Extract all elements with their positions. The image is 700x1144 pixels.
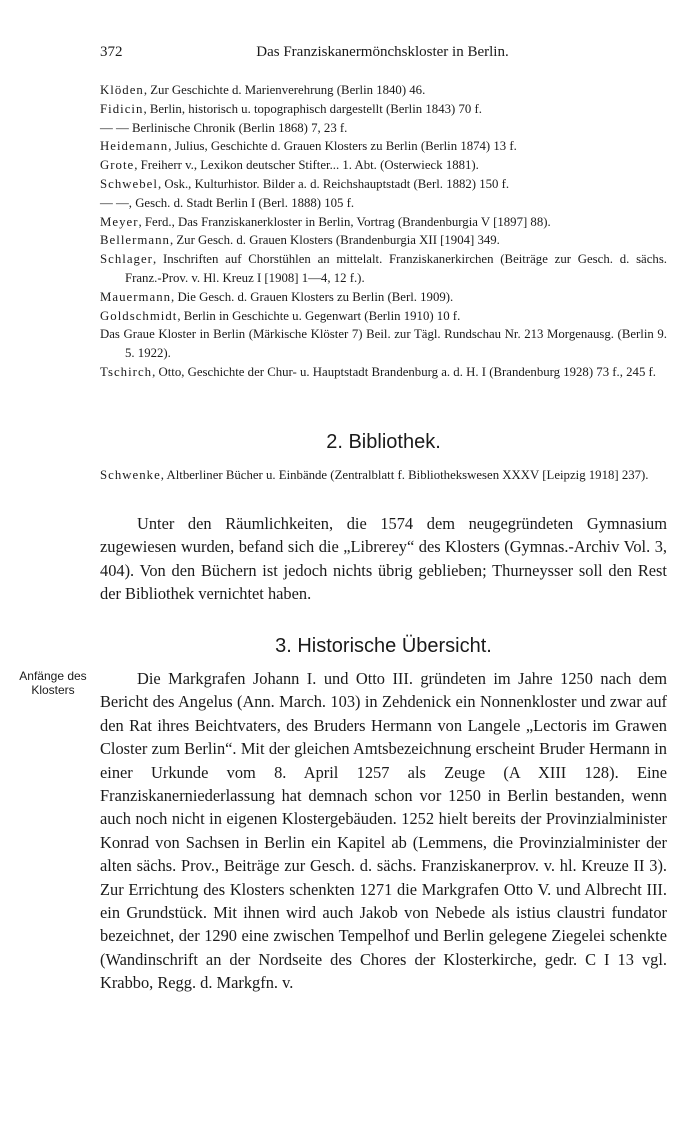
bibliography-entry: [100, 250, 667, 288]
bibliography-entry: [100, 100, 667, 119]
entry-text: — —, Gesch. d. Stadt Berlin I (Berl. 1888) 105 f.: [100, 195, 355, 210]
entry-text: , Otto, Geschichte der Chur- u. Hauptstadt Brandenburg a. d. H. I (Brandenburg 1928) 73 f., 245 f.: [152, 364, 657, 379]
section-heading-historische-uebersicht: 3. Historische Übersicht.: [275, 635, 492, 657]
body-paragraph: Die Markgrafen Johann I. und Otto III. gründeten im Jahre 1250 nach dem Bericht des Angelus (Ann. March. 103) in Zehdenick ein Nonnenkloster und zwar auf den Rat ihres Beichtvaters, des Bruders Hermann von Langele „Lectoris im Grawen Closter zum Berlin“. Mit der gleichen Amtsbezeichnung erscheint Bruder Hermann in einer Urkunde vom 8. April 1257 als Zeuge (A XIII 128). Eine Franziskanerniederlassung hat demnach schon vor 1250 in Berlin bestanden, wenn auch noch nicht in eigenen Klostergebäuden. 1252 hielt bereits der Provinzialminister Konrad von Sachsen in Berlin ein Kapitel ab (Lemmens, die Provinzialminister der alten sächs. Prov., Beiträge zur Gesch. d. sächs. Franziskanerprov. v. hl. Kreuze II 3). Zur Errichtung des Klosters schenkten 1271 die Markgrafen Otto V. und Albrecht III. ein Grundstück. Mit ihnen wird auch Jakob von Nebede als istius claustri fundator bezeichnet, der 1290 eine zwischen Tempelhof und Berlin gelegene Ziegelei schenkte (Wandinschrift an der Nordseite des Chores der Klosterkirche, gedr. C I 13 vgl. Krabbo, Regg. d. Markgfn. v.: [100, 669, 667, 993]
entry-text: , Osk., Kulturhistor. Bilder a. d. Reichshauptstadt (Berl. 1882) 150 f.: [157, 176, 510, 191]
entry-text: , Zur Gesch. d. Grauen Klosters (Brandenburgia XII [1904] 349.: [169, 233, 500, 248]
bibliography-entry: [100, 194, 667, 213]
entry-text: , Freiherr v., Lexikon deutscher Stifter... 1. Abt. (Osterwieck 1881).: [134, 158, 479, 173]
running-title: Das Franziskanermönchskloster in Berlin.: [256, 44, 509, 60]
entry-author: Meyer: [100, 214, 139, 229]
entry-text: , Berlin in Geschichte u. Gegenwart (Berlin 1910) 10 f.: [177, 308, 461, 323]
body-paragraph: Unter den Räumlichkeiten, die 1574 dem neugegründeten Gymnasium zugewiesen wurden, befand sich die „Librerey“ des Klosters (Gymnas.-Archiv Vol. 3, 404). Von den Büchern ist jedoch nichts übrig geblieben; Thurneysser soll den Rest der Bibliothek vernichtet haben.: [100, 514, 667, 604]
entry-text: — — Berlinische Chronik (Berlin 1868) 7, 23 f.: [100, 120, 348, 135]
entry-text: , Inschriften auf Chorstühlen an mittelalt. Franziskanerkirchen (Beiträge zur Gesch. d. sächs. Franz.-Prov. v. Hl. Kreuz I [1908] 1—4, 12 f.).: [125, 252, 667, 285]
entry-author: Goldschmidt: [100, 308, 178, 323]
bibliography-entry: [100, 288, 667, 307]
bibliography-entry: [100, 307, 667, 326]
entry-text: Das Graue Kloster in Berlin (Märkische Klöster 7) Beil. zur Tägl. Rundschau Nr. 213 Morgenausg. (Berlin 9. 5. 1922).: [100, 327, 667, 361]
entry-author: Grote: [100, 158, 135, 173]
bibliography-entry: [100, 119, 667, 138]
bibliography-entry: [100, 175, 667, 194]
entry-text: , Ferd., Das Franziskanerkloster in Berlin, Vortrag (Brandenburgia V [1897] 88).: [138, 214, 551, 229]
entry-text: , Zur Geschichte d. Marienverehrung (Berlin 1840) 46.: [143, 83, 426, 97]
section2-body: [100, 512, 667, 606]
entry-author: Mauermann: [100, 289, 172, 304]
entry-author: Fidicin: [100, 101, 144, 116]
bibliography-list: [100, 81, 667, 382]
entry-author: Tschirch: [100, 364, 153, 379]
entry-author: Schwebel: [100, 176, 158, 191]
entry-author: Heidemann: [100, 139, 169, 154]
page-number: 372: [100, 44, 123, 60]
entry-author: Schlager: [100, 252, 153, 267]
entry-text: , Die Gesch. d. Grauen Klosters zu Berlin (Berl. 1909).: [171, 289, 454, 304]
bibliography-entry: [100, 231, 667, 250]
entry-author: Klöden: [100, 83, 144, 97]
entry-text: , Berlin, historisch u. topographisch dargestellt (Berlin 1843) 70 f.: [143, 101, 482, 116]
bibliography-entry: [100, 213, 667, 232]
running-head: [100, 44, 665, 66]
entry-text: , Julius, Geschichte d. Grauen Klosters zu Berlin (Berlin 1874) 13 f.: [168, 139, 517, 154]
bibliography-entry: [100, 137, 667, 156]
marginal-note: Anfänge des Klosters: [19, 669, 87, 697]
bibliography-entry: [100, 81, 667, 100]
entry-author: Schwenke: [100, 468, 161, 482]
bibliography-entry: [100, 156, 667, 175]
section3-body: [100, 667, 667, 995]
bibliography-entry: [100, 325, 667, 363]
entry-text: , Altberliner Bücher u. Einbände (Zentralblatt f. Bibliothekswesen XXXV [Leipzig 1918] 237).: [160, 468, 649, 482]
entry-author: Bellermann: [100, 233, 170, 248]
section2-reference: [100, 466, 692, 485]
section-heading-bibliothek: 2. Bibliothek.: [326, 431, 441, 453]
bibliography-entry: [100, 363, 667, 382]
